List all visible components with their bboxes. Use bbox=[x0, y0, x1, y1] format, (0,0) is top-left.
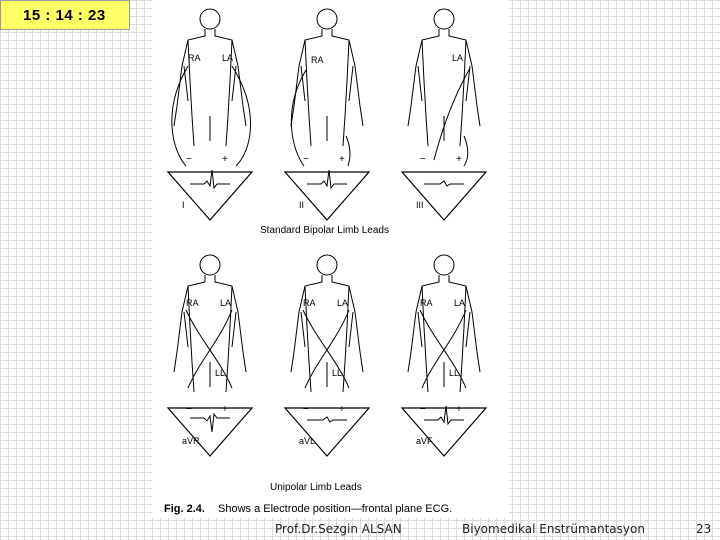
terminal-plus: + bbox=[222, 154, 228, 165]
electrode-label-ra: RA bbox=[311, 55, 324, 65]
lead-label: I bbox=[182, 200, 185, 210]
terminal-minus: − bbox=[186, 154, 192, 165]
einthoven-triangle bbox=[402, 172, 486, 220]
lead-wire bbox=[464, 136, 468, 166]
electrode-label-ra: RA bbox=[188, 53, 201, 63]
terminal-plus: + bbox=[222, 404, 228, 415]
ecg-figure-svg bbox=[152, 0, 509, 518]
electrode-label-ra: RA bbox=[186, 298, 199, 308]
electrode-label-ra: RA bbox=[420, 298, 433, 308]
electrode-label-la: LA bbox=[454, 298, 466, 308]
figure-caption-text: Shows a Electrode position—frontal plane ECG. bbox=[218, 503, 453, 515]
electrode-label-la: LA bbox=[452, 53, 464, 63]
einthoven-triangle bbox=[402, 408, 486, 456]
torso-head bbox=[200, 9, 220, 29]
lead-label: aVL bbox=[299, 436, 316, 446]
terminal-minus: − bbox=[303, 154, 309, 165]
footer-author: Prof.Dr.Sezgin ALSAN bbox=[275, 522, 402, 536]
ecg-waveform bbox=[190, 170, 230, 188]
terminal-minus: − bbox=[420, 404, 426, 415]
electrode-label-ll: LL bbox=[332, 368, 343, 378]
terminal-plus: + bbox=[456, 154, 462, 165]
section-title-bipolar: Standard Bipolar Limb Leads bbox=[260, 225, 389, 236]
electrode-label-ra: RA bbox=[303, 298, 316, 308]
torso-outline bbox=[291, 29, 363, 146]
lead-wire bbox=[346, 136, 350, 166]
electrode-label-ll: LL bbox=[215, 368, 226, 378]
torso-outline bbox=[174, 275, 246, 392]
torso-head bbox=[200, 255, 220, 275]
section-title-unipolar: Unipolar Limb Leads bbox=[270, 482, 362, 493]
electrode-label-la: LA bbox=[222, 53, 234, 63]
torso-outline bbox=[174, 29, 246, 146]
torso-outline bbox=[291, 275, 363, 392]
lead-label: II bbox=[299, 200, 305, 210]
ecg-figure bbox=[152, 0, 509, 518]
einthoven-triangle bbox=[285, 172, 369, 220]
ecg-waveform bbox=[424, 181, 464, 186]
electrode-label-la: LA bbox=[220, 298, 232, 308]
torso-head bbox=[317, 255, 337, 275]
footer-course: Biyomedikal Enstrümantasyon bbox=[462, 522, 645, 536]
torso-head bbox=[434, 9, 454, 29]
footer-page-number: 23 bbox=[696, 522, 712, 536]
terminal-plus: + bbox=[339, 154, 345, 165]
terminal-minus: − bbox=[420, 154, 426, 165]
clock-time: 15 : 14 : 23 bbox=[23, 6, 106, 24]
einthoven-triangle bbox=[285, 408, 369, 456]
lead-label: III bbox=[416, 200, 424, 210]
figure-caption-label: Fig. 2.4. bbox=[164, 503, 205, 515]
lead-wire bbox=[291, 70, 306, 166]
lead-label: aVF bbox=[416, 436, 433, 446]
electrode-label-ll: LL bbox=[449, 368, 460, 378]
ecg-waveform bbox=[307, 170, 347, 188]
torso-head bbox=[317, 9, 337, 29]
lead-label: aVR bbox=[182, 436, 200, 446]
clock-display bbox=[0, 0, 130, 30]
terminal-minus: − bbox=[186, 404, 192, 415]
lead-wire bbox=[434, 68, 470, 160]
torso-outline bbox=[408, 275, 480, 392]
terminal-plus: + bbox=[339, 404, 345, 415]
terminal-plus: + bbox=[456, 404, 462, 415]
einthoven-triangle bbox=[168, 172, 252, 220]
ecg-waveform bbox=[307, 417, 347, 422]
ecg-waveform bbox=[190, 414, 230, 432]
electrode-label-la: LA bbox=[337, 298, 349, 308]
terminal-minus: − bbox=[303, 404, 309, 415]
torso-head bbox=[434, 255, 454, 275]
slide-footer bbox=[0, 518, 720, 540]
